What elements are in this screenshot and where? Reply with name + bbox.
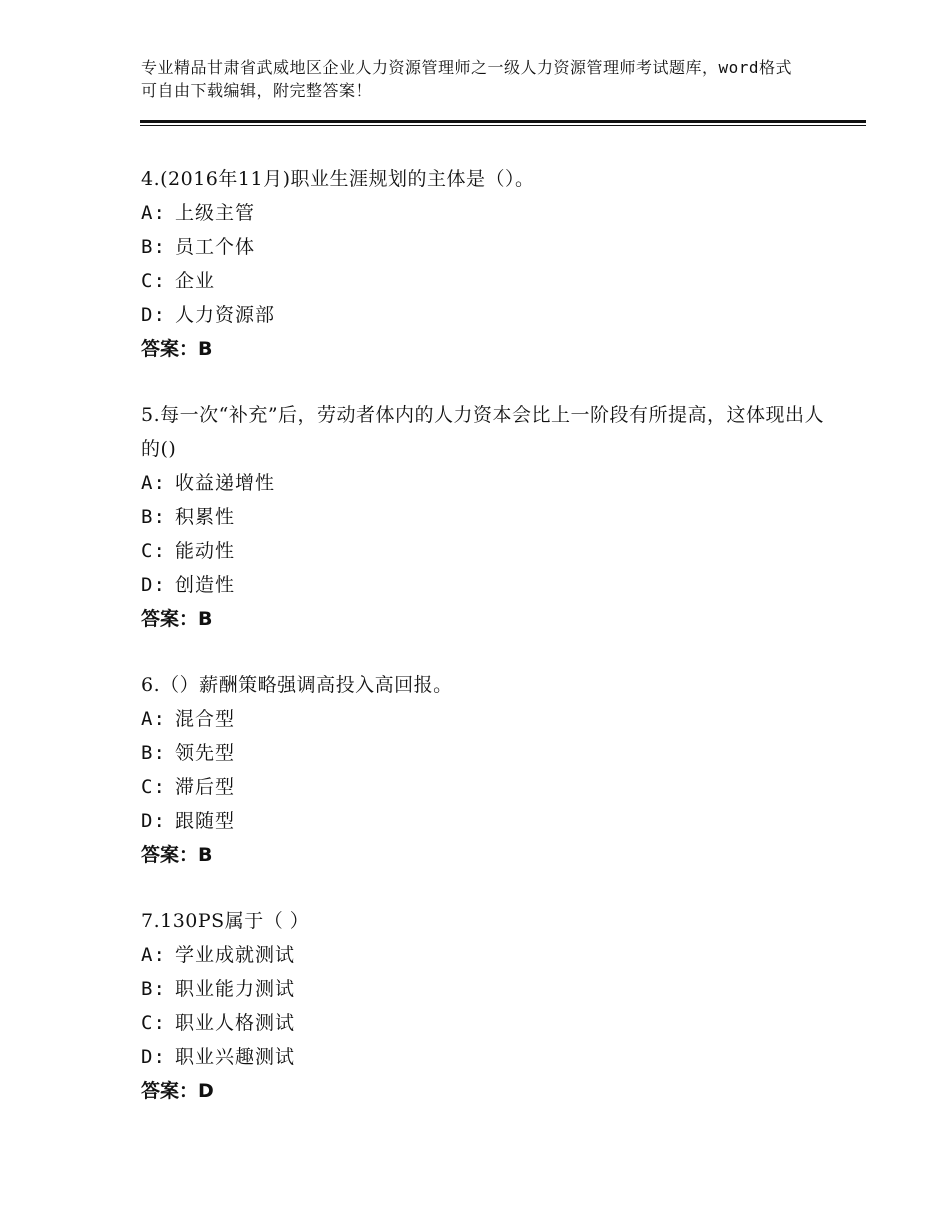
header-rule-thick [140, 120, 866, 123]
option-key: C: [141, 540, 166, 562]
option-a [141, 938, 831, 972]
option-c [141, 770, 831, 804]
option-text: 人力资源部 [175, 304, 276, 326]
answer-label: 答案：D [141, 1080, 214, 1102]
option-b [141, 736, 831, 770]
option-key: C: [141, 776, 166, 798]
answer-label: 答案：B [141, 844, 213, 866]
option-text: 能动性 [175, 540, 236, 562]
option-key: B: [141, 506, 166, 528]
option-text: 学业成就测试 [175, 944, 296, 966]
option-text: 收益递增性 [175, 472, 276, 494]
option-text: 职业兴趣测试 [175, 1046, 296, 1068]
option-text: 领先型 [175, 742, 236, 764]
option-text: 创造性 [175, 574, 236, 596]
option-key: A: [141, 202, 166, 224]
option-c [141, 1006, 831, 1040]
question-list [141, 162, 831, 1140]
option-b [141, 500, 831, 534]
option-d [141, 1040, 831, 1074]
option-text: 滞后型 [175, 776, 236, 798]
option-a [141, 196, 831, 230]
document-header [141, 56, 801, 102]
option-key: B: [141, 236, 166, 258]
option-a [141, 466, 831, 500]
option-key: B: [141, 742, 166, 764]
option-text: 员工个体 [175, 236, 256, 258]
option-key: D: [141, 574, 166, 596]
header-text: 专业精品甘肃省武威地区企业人力资源管理师之一级人力资源管理师考试题库，word格式可自由下载编辑，附完整答案！ [141, 58, 793, 100]
option-text: 企业 [175, 270, 216, 292]
option-text: 积累性 [175, 506, 236, 528]
option-key: A: [141, 472, 166, 494]
question-text: 6.（）薪酬策略强调高投入高回报。 [141, 674, 453, 696]
option-text: 上级主管 [175, 202, 256, 224]
option-text: 跟随型 [175, 810, 236, 832]
question-7 [141, 904, 831, 1108]
question-text: 5.每一次“补充”后，劳动者体内的人力资本会比上一阶段有所提高，这体现出人的() [141, 404, 825, 460]
question-6 [141, 668, 831, 872]
option-b [141, 230, 831, 264]
option-d [141, 804, 831, 838]
option-c [141, 534, 831, 568]
option-d [141, 568, 831, 602]
option-a [141, 702, 831, 736]
option-c [141, 264, 831, 298]
option-key: D: [141, 304, 166, 326]
question-5 [141, 398, 831, 636]
option-d [141, 298, 831, 332]
option-text: 职业人格测试 [175, 1012, 296, 1034]
option-key: A: [141, 708, 166, 730]
question-text: 7.130PS属于（ ） [141, 910, 310, 932]
option-key: D: [141, 1046, 166, 1068]
question-4 [141, 162, 831, 366]
answer-label: 答案：B [141, 608, 213, 630]
header-rule-thin [140, 125, 866, 126]
option-key: C: [141, 270, 166, 292]
option-b [141, 972, 831, 1006]
question-text: 4.(2016年11月)职业生涯规划的主体是（）。 [141, 168, 535, 190]
option-text: 职业能力测试 [175, 978, 296, 1000]
option-key: B: [141, 978, 166, 1000]
answer-label: 答案：B [141, 338, 213, 360]
option-key: A: [141, 944, 166, 966]
option-text: 混合型 [175, 708, 236, 730]
option-key: C: [141, 1012, 166, 1034]
option-key: D: [141, 810, 166, 832]
